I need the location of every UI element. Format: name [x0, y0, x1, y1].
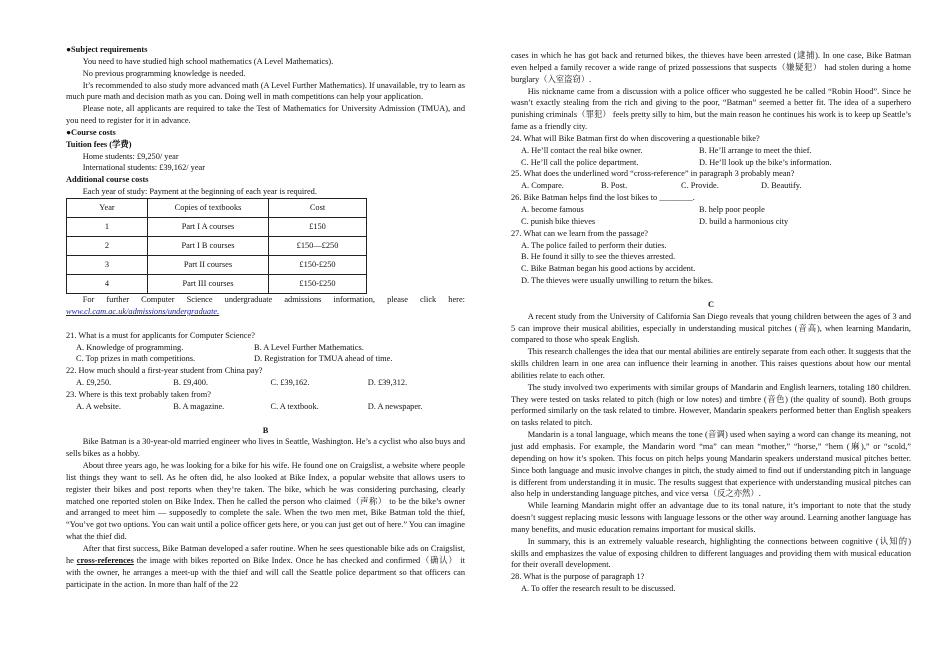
option: A. To offer the research result to be discussed.: [521, 584, 676, 594]
left-column: [66, 44, 465, 590]
tuition-fees-heading: Tuition fees (学费): [66, 139, 132, 149]
passage-b-paragraph-2: About three years ago, he was looking for a bike for his wife. He found one on Craigslist, a website where people list things they want to sell. As he often did, he also looked at Bike Index, a popular website that allows users to register their bikes and post reports when they’re taken. The bike, which he was considering purchasing, clearly matched one reported stolen on Bike Index. Then he called the person who claimed（声称） to be the bike’s owner and arranged to meet him — supposedly to complete the sale. When the two men met, Bike Batman told the thief, “You’ve got two options. You can wait until a police officer gets here, or you can just get out of here.” You can imagine what the thief did.: [66, 461, 465, 542]
table-row: [67, 274, 367, 293]
passage-c-paragraph-3: The study involved two experiments with similar groups of Mandarin and English learners, totaling 180 children. They were tested on tasks related to pitch (high or low notes) and timbre (音色) (the quality of sound). Both groups performed similarly on the task related to timbre. However, Mandarin speakers performed better than English speakers on tasks related to pitch.: [511, 382, 911, 428]
table-cell-year: 3: [67, 255, 148, 274]
table-cell-textbooks: Part I A courses: [148, 217, 269, 236]
passage-b-paragraph-3: [66, 543, 465, 590]
option: A. The police failed to perform their duties.: [521, 240, 667, 250]
option: A. Knowledge of programming.: [76, 342, 184, 352]
passage-c-paragraph-1: A recent study from the University of California San Diego reveals that young children between the ages of 3 and 5 can improve their musical abilities, especially in understanding musical pitches (音高), when learning Mandarin, compared to those who speak English.: [511, 311, 911, 345]
question-25: 25. What does the underlined word “cross-reference” in paragraph 3 probably mean?: [511, 169, 795, 179]
subject-paragraph-2: Please note, all applicants are required to take the Test of Mathematics for University Admission (TMUA), and you need to register for it in advance.: [66, 104, 465, 126]
option: D. He’ll look up the bike’s information.: [699, 157, 832, 167]
admissions-link[interactable]: www.cl.cam.ac.uk/admissions/undergraduate.: [66, 306, 220, 316]
tuition-international: International students: £39,162/ year: [82, 163, 206, 173]
subject-line-2: No previous programming knowledge is needed.: [82, 68, 246, 78]
option: B. A Level Further Mathematics.: [254, 342, 364, 352]
option: B. Post.: [601, 181, 628, 191]
question-22-options: [66, 377, 465, 389]
option: D. £39,312.: [367, 378, 408, 388]
question-24-options-row-1: [511, 145, 911, 157]
table-cell-textbooks: Part II courses: [148, 255, 269, 274]
option: C. He’ll call the police department.: [521, 157, 639, 167]
option: D. A newspaper.: [367, 401, 423, 411]
table-header-textbooks: Copies of textbooks: [148, 198, 269, 217]
table-header-year: Year: [67, 198, 148, 217]
option: A. Compare.: [521, 181, 564, 191]
question-26: 26. Bike Batman helps find the lost bikes to ________.: [511, 193, 695, 203]
further-info-paragraph: [66, 294, 465, 318]
passage-c-paragraph-5: While learning Mandarin might offer an advantage due to its tonal nature, it’s important to note that the study doesn’t suggest replacing music lessons with language lessons or the other way around. Learning another language has many benefits, and music education remains important for musical skills.: [511, 501, 911, 534]
option: A. A website.: [76, 401, 121, 411]
table-header-row: [67, 198, 367, 217]
question-25-options: [511, 180, 841, 192]
table-cell-cost: £150: [269, 217, 367, 236]
question-21: 21. What is a must for applicants for Computer Science?: [66, 330, 255, 340]
option: C. £39,162.: [270, 378, 310, 388]
option: A. become famous: [521, 204, 584, 214]
option: D. build a harmonious city: [699, 216, 789, 226]
question-23-options: [66, 401, 465, 413]
question-28: 28. What is the purpose of paragraph 1?: [511, 572, 645, 582]
course-costs-heading: ●Course costs: [66, 127, 116, 137]
subject-line-1: You need to have studied high school mathematics (A Level Mathematics).: [82, 56, 334, 66]
option: C. punish bike thieves: [521, 216, 596, 226]
question-26-options-row-2: [511, 216, 911, 228]
cross-references-word: cross-references: [76, 555, 134, 565]
table-cell-cost: £150-£250: [269, 274, 367, 293]
option: B. help poor people: [699, 204, 765, 214]
section-b-heading: B: [262, 425, 269, 435]
passage-c-paragraph-4: Mandarin is a tonal language, which means the tone (音调) used when saying a word can change its meaning, not just add emphasis. For example, the Mandarin word “ma” can mean “mother,” “horse,” “hem (麻),” or “scold,” depending on how it’s spoken. This focus on pitch helps young Mandarin speakers understand musical pitches better. Since both language and music involve changes in pitch, the study aimed to find out if understanding pitch in language is different from understanding it in music. The results suggest that experience with understanding musical pitches can also help in understanding language pitches, and vice versa（反之亦然）.: [511, 430, 911, 499]
option: B. £9,400.: [173, 378, 209, 388]
subject-paragraph-1: It’s recommended to also study more advanced math (A Level Further Mathematics). If unavailable, try to learn as much pure math and decision math as you can. Doing well in math competitions can help your application.: [66, 80, 465, 102]
table-cell-year: 4: [67, 274, 148, 293]
table-cell-textbooks: Part I B courses: [148, 236, 269, 255]
course-costs-table: [66, 198, 367, 294]
table-row: [67, 255, 367, 274]
passage-b-paragraph-3-end: the image with bikes reported on Bike Index. Once he has checked and confirmed（确认） it with the owner, he arranges a meet-up with the thief and will call the Seattle police department so that officers can participate in the action. In more than half of the 22: [66, 555, 465, 589]
passage-c-paragraph-2: This research challenges the idea that our mental abilities are entirely separate from each other. It suggests that the skills children learn in one area can influence their learning in another. This raises questions about how our mental abilities relate to each other.: [511, 347, 911, 380]
additional-costs-line: Each year of study: Payment at the beginning of each year is required.: [82, 187, 317, 197]
question-24-options-row-2: [511, 157, 911, 169]
option: B. He’ll arrange to meet the thief.: [699, 145, 812, 155]
option: A. £9,250.: [76, 378, 112, 388]
table-row: [67, 236, 367, 255]
question-24: 24. What will Bike Batman first do when discovering a questionable bike?: [511, 133, 760, 143]
option: B. He found it silly to see the thieves arrested.: [521, 252, 676, 262]
passage-c-paragraph-6: In summary, this is an extremely valuable research, highlighting the connections between cognitive (认知的) skills and emphasizes the value of exposing children to different languages and providing them with musical education for their overall development.: [511, 536, 911, 570]
option: B. A magazine.: [173, 401, 225, 411]
subject-requirements-heading: ●Subject requirements: [66, 45, 148, 54]
table-row: [67, 217, 367, 236]
question-23: 23. Where is this text probably taken from?: [66, 389, 211, 399]
passage-b-paragraph-4: His nickname came from a discussion with a police officer who suggested he be called “Robin Hood”. Since he wasn’t exactly stealing from the rich and giving to the poor, “Batman” seemed a better fit. The idea of a superhero punishing criminals（罪犯） feels pretty silly to him, but the main reason he continues his work is to keep up Seattle’s fame as a friendly city.: [511, 86, 911, 132]
option: D. The thieves were usually unwilling to return the bikes.: [521, 276, 713, 286]
question-27: 27. What can we learn from the passage?: [511, 228, 648, 238]
right-column: [511, 50, 911, 595]
question-21-options-row-1: [66, 342, 465, 354]
option: C. Bike Batman began his good actions by accident.: [521, 264, 696, 274]
table-cell-cost: £150-£250: [269, 255, 367, 274]
tuition-home: Home students: £9,250/ year: [82, 151, 179, 161]
table-header-cost: Cost: [269, 198, 367, 217]
option: C. Provide.: [681, 181, 719, 191]
question-21-options-row-2: [66, 353, 465, 365]
option: A. He’ll contact the real bike owner.: [521, 145, 643, 155]
table-cell-year: 2: [67, 236, 148, 255]
table-cell-textbooks: Part III courses: [148, 274, 269, 293]
passage-b-paragraph-1: Bike Batman is a 30-year-old married engineer who lives in Seattle, Washington. He’s a cyclist who also buys and sells bikes as a hobby.: [66, 437, 465, 459]
option: C. Top prizes in math competitions.: [76, 354, 196, 364]
question-26-options-row-1: [511, 204, 911, 216]
table-cell-year: 1: [67, 217, 148, 236]
passage-b-paragraph-3-start: After that first success, Bike Batman developed a safer routine. When he sees questionable bike ads on Craigslist, he: [66, 544, 465, 565]
option: D. Beautify.: [761, 181, 802, 191]
option: C. A textbook.: [270, 401, 319, 411]
additional-costs-heading: Additional course costs: [66, 175, 149, 185]
option: D. Registration for TMUA ahead of time.: [254, 354, 393, 364]
passage-b-continuation: cases in which he has got back and returned bikes, the thieves have been arrested (逮捕). In one case, Bike Batman even helped a family recover a wide range of prized possessions that suspects（嫌疑犯） had stolen during a home burglary（入室盗窃）.: [511, 51, 911, 84]
section-c-heading: C: [707, 299, 715, 309]
table-cell-cost: £150—£250: [269, 236, 367, 255]
question-22: 22. How much should a first-year student from China pay?: [66, 366, 263, 376]
further-info-text: For further Computer Science undergraduate admissions information, please click here:: [82, 294, 465, 304]
